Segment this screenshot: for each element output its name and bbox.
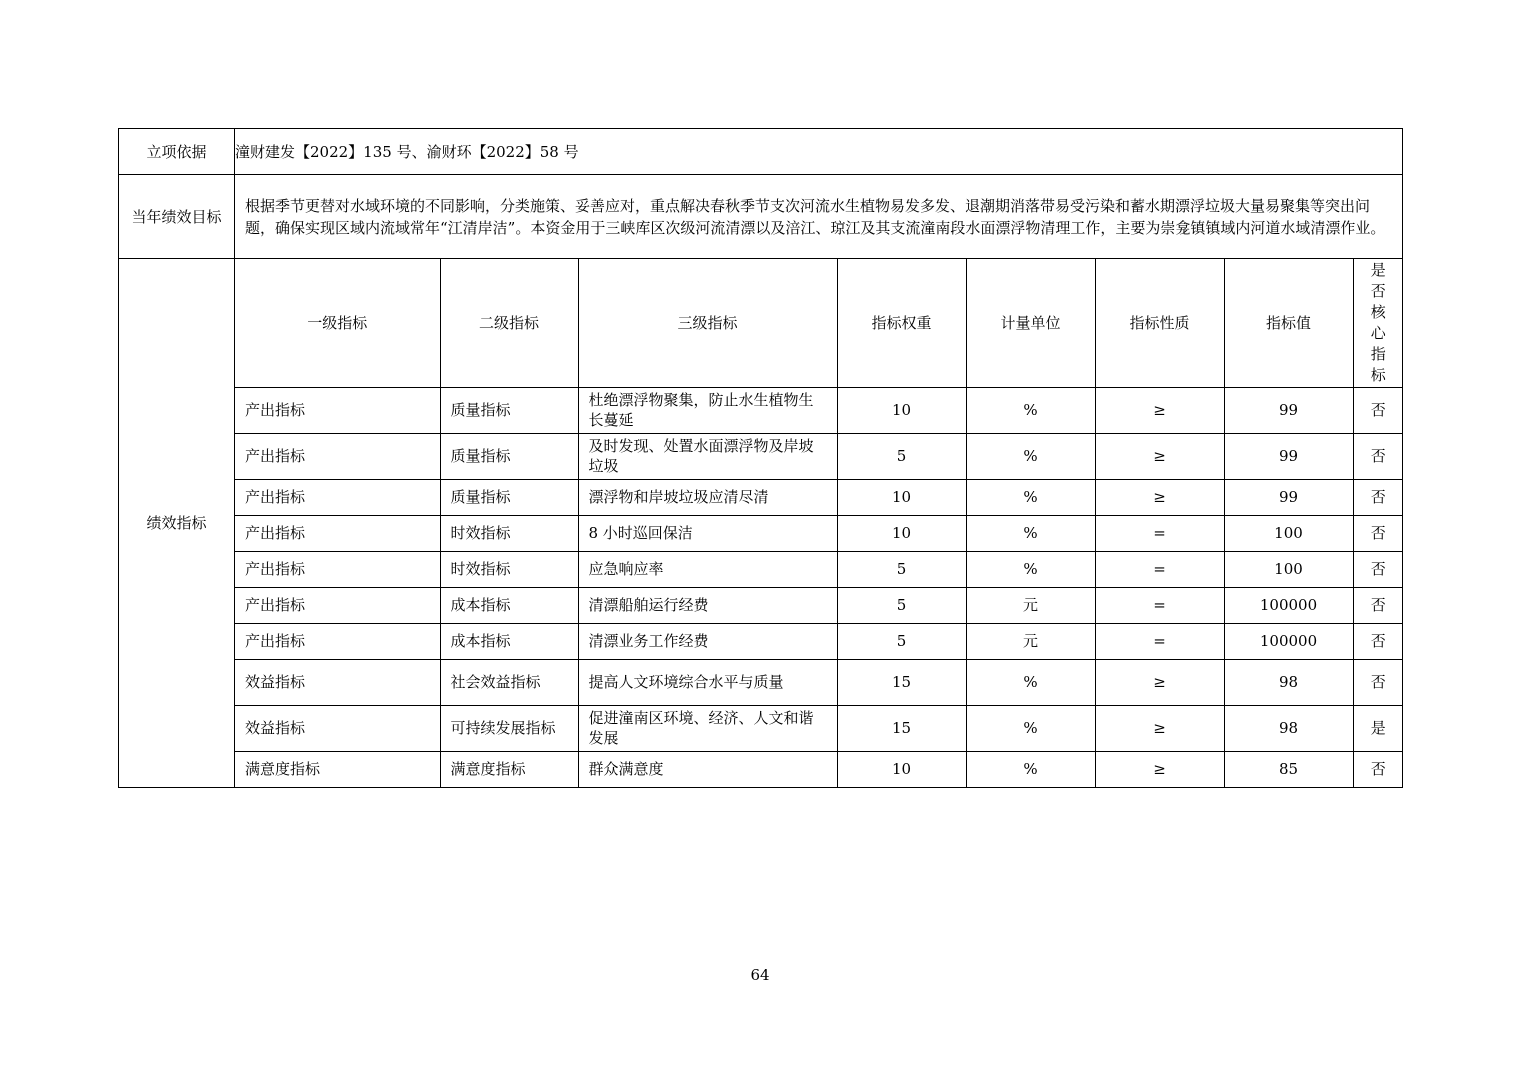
level2-cell: 社会效益指标 — [440, 659, 578, 705]
level1-cell: 产出指标 — [235, 387, 440, 433]
core-cell: 否 — [1353, 387, 1403, 433]
level2-cell: 满意度指标 — [440, 751, 578, 787]
weight-cell: 10 — [837, 387, 966, 433]
level2-cell: 时效指标 — [440, 515, 578, 551]
nature-cell: ≥ — [1095, 479, 1224, 515]
value-cell: 85 — [1224, 751, 1353, 787]
level2-cell: 时效指标 — [440, 551, 578, 587]
goal-row — [119, 175, 1403, 259]
level3-cell: 应急响应率 — [578, 551, 837, 587]
weight-cell: 5 — [837, 551, 966, 587]
level2-cell: 成本指标 — [440, 587, 578, 623]
table-row — [235, 659, 1403, 705]
goal-label: 当年绩效目标 — [119, 175, 235, 259]
table-row — [235, 387, 1403, 433]
level2-cell: 质量指标 — [440, 479, 578, 515]
level3-cell: 及时发现、处置水面漂浮物及岸坡垃圾 — [578, 433, 837, 479]
performance-table — [118, 128, 1403, 788]
goal-text: 根据季节更替对水域环境的不同影响，分类施策、妥善应对，重点解决春秋季节支次河流水生植物易发多发、退潮期消落带易受污染和蓄水期漂浮垃圾大量易聚集等突出问题，确保实现区域内流域常年“江清岸洁”。本资金用于三峡库区次级河流清漂以及涪江、琼江及其支流潼南段水面漂浮物清理工作，主要为崇龛镇镇域内河道水域清漂作业。 — [235, 175, 1403, 259]
header-value: 指标值 — [1224, 259, 1353, 387]
level3-cell: 漂浮物和岸坡垃圾应清尽清 — [578, 479, 837, 515]
nature-cell: = — [1095, 587, 1224, 623]
core-cell: 否 — [1353, 659, 1403, 705]
core-cell: 是 — [1353, 705, 1403, 751]
table-row — [235, 587, 1403, 623]
core-cell: 否 — [1353, 433, 1403, 479]
level3-cell: 清漂船舶运行经费 — [578, 587, 837, 623]
weight-cell: 15 — [837, 659, 966, 705]
unit-cell: % — [966, 751, 1095, 787]
unit-cell: % — [966, 659, 1095, 705]
unit-cell: % — [966, 551, 1095, 587]
value-cell: 98 — [1224, 705, 1353, 751]
indicators-cell — [235, 259, 1403, 788]
weight-cell: 5 — [837, 433, 966, 479]
value-cell: 100000 — [1224, 587, 1353, 623]
basis-label: 立项依据 — [119, 129, 235, 175]
indicators-row — [119, 259, 1403, 788]
nature-cell: = — [1095, 623, 1224, 659]
table-row — [235, 751, 1403, 787]
core-cell: 否 — [1353, 751, 1403, 787]
unit-cell: % — [966, 515, 1095, 551]
level3-cell: 8 小时巡回保洁 — [578, 515, 837, 551]
level2-cell: 成本指标 — [440, 623, 578, 659]
nature-cell: ≥ — [1095, 659, 1224, 705]
header-core — [1353, 259, 1403, 387]
level1-cell: 产出指标 — [235, 515, 440, 551]
weight-cell: 15 — [837, 705, 966, 751]
level1-cell: 产出指标 — [235, 623, 440, 659]
level1-cell: 产出指标 — [235, 433, 440, 479]
level1-cell: 满意度指标 — [235, 751, 440, 787]
core-cell: 否 — [1353, 551, 1403, 587]
level1-cell: 效益指标 — [235, 705, 440, 751]
weight-cell: 10 — [837, 751, 966, 787]
table-row — [235, 479, 1403, 515]
nature-cell: ≥ — [1095, 751, 1224, 787]
page-number: 64 — [750, 966, 770, 984]
unit-cell: % — [966, 433, 1095, 479]
core-cell: 否 — [1353, 479, 1403, 515]
weight-cell: 5 — [837, 623, 966, 659]
weight-cell: 5 — [837, 587, 966, 623]
unit-cell: 元 — [966, 587, 1095, 623]
value-cell: 99 — [1224, 387, 1353, 433]
weight-cell: 10 — [837, 479, 966, 515]
level3-cell: 促进潼南区环境、经济、人文和谐发展 — [578, 705, 837, 751]
core-cell: 否 — [1353, 623, 1403, 659]
level3-cell: 群众满意度 — [578, 751, 837, 787]
level1-cell: 产出指标 — [235, 479, 440, 515]
unit-cell: % — [966, 479, 1095, 515]
core-cell: 否 — [1353, 515, 1403, 551]
header-level2: 二级指标 — [440, 259, 578, 387]
nature-cell: ≥ — [1095, 705, 1224, 751]
value-cell: 99 — [1224, 479, 1353, 515]
basis-text: 潼财建发【2022】135 号、渝财环【2022】58 号 — [235, 129, 1403, 175]
header-level3: 三级指标 — [578, 259, 837, 387]
value-cell: 100 — [1224, 515, 1353, 551]
level1-cell: 产出指标 — [235, 551, 440, 587]
level2-cell: 质量指标 — [440, 433, 578, 479]
indicators-label: 绩效指标 — [119, 259, 235, 788]
table-row — [235, 623, 1403, 659]
header-nature: 指标性质 — [1095, 259, 1224, 387]
nature-cell: ≥ — [1095, 433, 1224, 479]
unit-cell: 元 — [966, 623, 1095, 659]
nature-cell: = — [1095, 515, 1224, 551]
level1-cell: 效益指标 — [235, 659, 440, 705]
header-core-text: 是否核心指标 — [1370, 260, 1386, 384]
level2-cell: 可持续发展指标 — [440, 705, 578, 751]
level1-cell: 产出指标 — [235, 587, 440, 623]
value-cell: 99 — [1224, 433, 1353, 479]
header-weight: 指标权重 — [837, 259, 966, 387]
core-cell: 否 — [1353, 587, 1403, 623]
indicators-header-row — [235, 259, 1403, 387]
level3-cell: 杜绝漂浮物聚集，防止水生植物生长蔓延 — [578, 387, 837, 433]
indicators-table — [235, 259, 1403, 787]
level3-cell: 清漂业务工作经费 — [578, 623, 837, 659]
unit-cell: % — [966, 705, 1095, 751]
table-row — [235, 551, 1403, 587]
level2-cell: 质量指标 — [440, 387, 578, 433]
table-row — [235, 705, 1403, 751]
value-cell: 98 — [1224, 659, 1353, 705]
header-unit: 计量单位 — [966, 259, 1095, 387]
value-cell: 100 — [1224, 551, 1353, 587]
header-level1: 一级指标 — [235, 259, 440, 387]
table-row — [235, 433, 1403, 479]
nature-cell: = — [1095, 551, 1224, 587]
unit-cell: % — [966, 387, 1095, 433]
weight-cell: 10 — [837, 515, 966, 551]
table-row — [235, 515, 1403, 551]
performance-table-sheet — [118, 128, 1402, 788]
level3-cell: 提高人文环境综合水平与质量 — [578, 659, 837, 705]
basis-row — [119, 129, 1403, 175]
value-cell: 100000 — [1224, 623, 1353, 659]
nature-cell: ≥ — [1095, 387, 1224, 433]
